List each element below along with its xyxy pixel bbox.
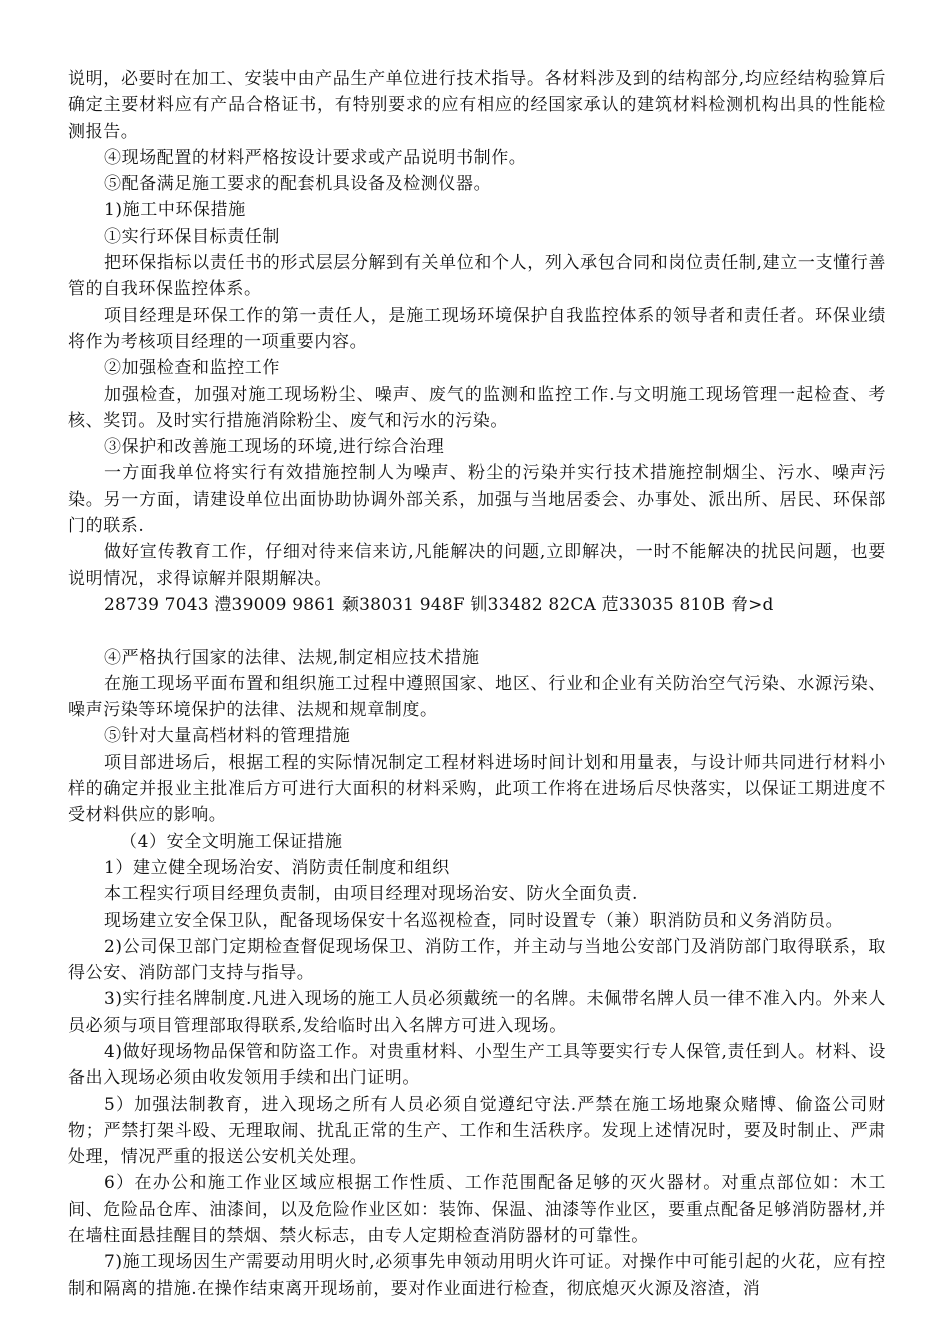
blank-line xyxy=(68,618,886,644)
subheading-material-management: ⑤针对大量高档材料的管理措施 xyxy=(104,726,351,747)
paragraph-intro: 说明，必要时在加工、安装中由产品生产单位进行技术指导。各材料涉及到的结构部分,均应经结构验算后确定主要材料应有产品合格证书，有特别要求的应有相应的经国家承认的建筑材料检测机构出具的性能检测报告。 xyxy=(68,69,886,142)
document-page xyxy=(68,66,886,1302)
subheading-inspection: ②加强检查和监控工作 xyxy=(104,358,280,379)
paragraph-pollution-control: 一方面我单位将实行有效措施控制人为噪声、粉尘的污染并实行技术措施控制烟尘、污水、噪声污染。另一方面，请建设单位出面协助协调外部关系，加强与当地居委会、办事处、派出所、居民、环保部门的联系. xyxy=(68,463,886,537)
section-heading-env-measures: 1)施工中环保措施 xyxy=(104,200,246,221)
section-heading-safety: （4）安全文明施工保证措施 xyxy=(120,831,343,852)
paragraph-manager-responsibility: 本工程实行项目经理负责制，由项目经理对现场治安、防火全面负责. xyxy=(104,884,639,905)
paragraph-env-responsibility: 把环保指标以责任书的形式层层分解到有关单位和个人，列入承包合同和岗位责任制,建立一支懂行善管的自我环保监控体系。 xyxy=(68,253,886,300)
subheading-env-responsibility: ①实行环保目标责任制 xyxy=(104,226,280,247)
paragraph-item-4-materials: ④现场配置的材料严格按设计要求或产品说明书制作。 xyxy=(104,147,527,168)
paragraph-item-3-name-badge: 3)实行挂名牌制度.凡进入现场的施工人员必须戴统一的名牌。未佩带名牌人员一律不准入内。外来人员必须与项目管理部取得联系,发给临时出入名牌方可进入现场。 xyxy=(68,989,886,1036)
paragraph-item-2-inspection: 2)公司保卫部门定期检查督促现场保卫、消防工作，并主动与当地公安部门及消防部门取得联系，取得公安、消防部门支持与指导。 xyxy=(68,936,886,984)
paragraph-item-4-theft-prevention: 4)做好现场物品保管和防盗工作。对贵重材料、小型生产工具等要实行专人保管,责任到人。材料、设备出入现场必须由收发领用手续和出门证明。 xyxy=(68,1041,886,1089)
subheading-laws: ④严格执行国家的法律、法规,制定相应技术措施 xyxy=(104,647,480,668)
paragraph-material-management: 项目部进场后，根据工程的实际情况制定工程材料进场时间计划和用量表，与设计师共同进行材料小样的确定并报业主批准后方可进行大面积的材料采购，此项工作将在进场后尽快落实，以保证工期进度不受材料供应的影响。 xyxy=(68,752,886,826)
paragraph-item-7-open-fire: 7)施工现场因生产需要动用明火时,必须事先申领动用明火许可证。对操作中可能引起的火花，应有控制和隔离的措施.在操作结束离开现场前，要对作业面进行检查，彻底熄灭火源及溶渣，消 xyxy=(68,1252,886,1299)
subheading-site-environment: ③保护和改善施工现场的环境,进行综合治理 xyxy=(104,437,445,458)
paragraph-garbled-code: 28739 7043 澧39009 9861 颡38031 948F 钏33482 82CA 苊33035 810B 脅>d xyxy=(104,594,774,615)
paragraph-publicity: 做好宣传教育工作，仔细对待来信来访,凡能解决的问题,立即解决，一时不能解决的扰民问题，也要说明情况，求得谅解并限期解决。 xyxy=(68,542,886,589)
subheading-security-system: 1）建立健全现场治安、消防责任制度和组织 xyxy=(104,857,450,878)
paragraph-project-manager: 项目经理是环保工作的第一责任人，是施工现场环境保护自我监控体系的领导者和责任者。环保业绩将作为考核项目经理的一项重要内容。 xyxy=(68,305,886,352)
paragraph-item-6-fire-equipment: 6）在办公和施工作业区域应根据工作性质、工作范围配备足够的灭火器材。对重点部位如：木工间、危险品仓库、油漆间，以及危险作业区如：装饰、保温、油漆等作业区，要重点配备足够消防器材,并在墙柱面悬挂醒目的禁烟、禁火标志，由专人定期检查消防器材的可靠性。 xyxy=(68,1173,886,1247)
paragraph-item-5-equipment: ⑤配备满足施工要求的配套机具设备及检测仪器。 xyxy=(104,174,492,195)
paragraph-security-team: 现场建立安全保卫队，配备现场保安十名巡视检查，同时设置专（兼）职消防员和义务消防员。 xyxy=(104,910,844,931)
paragraph-item-5-legal-education: 5）加强法制教育，进入现场之所有人员必须自觉遵纪守法.严禁在施工场地聚众赌博、偷盗公司财物；严禁打架斗殴、无理取闹、扰乱正常的生产、工作和生活秩序。发现上述情况时，要及时制止、严肃处理，情况严重的报送公安机关处理。 xyxy=(68,1094,886,1168)
paragraph-laws: 在施工现场平面布置和组织施工过程中遵照国家、地区、行业和企业有关防治空气污染、水源污染、噪声污染等环境保护的法律、法规和规章制度。 xyxy=(68,673,886,721)
paragraph-inspection: 加强检查，加强对施工现场粉尘、噪声、废气的监测和监控工作.与文明施工现场管理一起检查、考核、奖罚。及时实行措施消除粉尘、废气和污水的污染。 xyxy=(68,384,886,431)
